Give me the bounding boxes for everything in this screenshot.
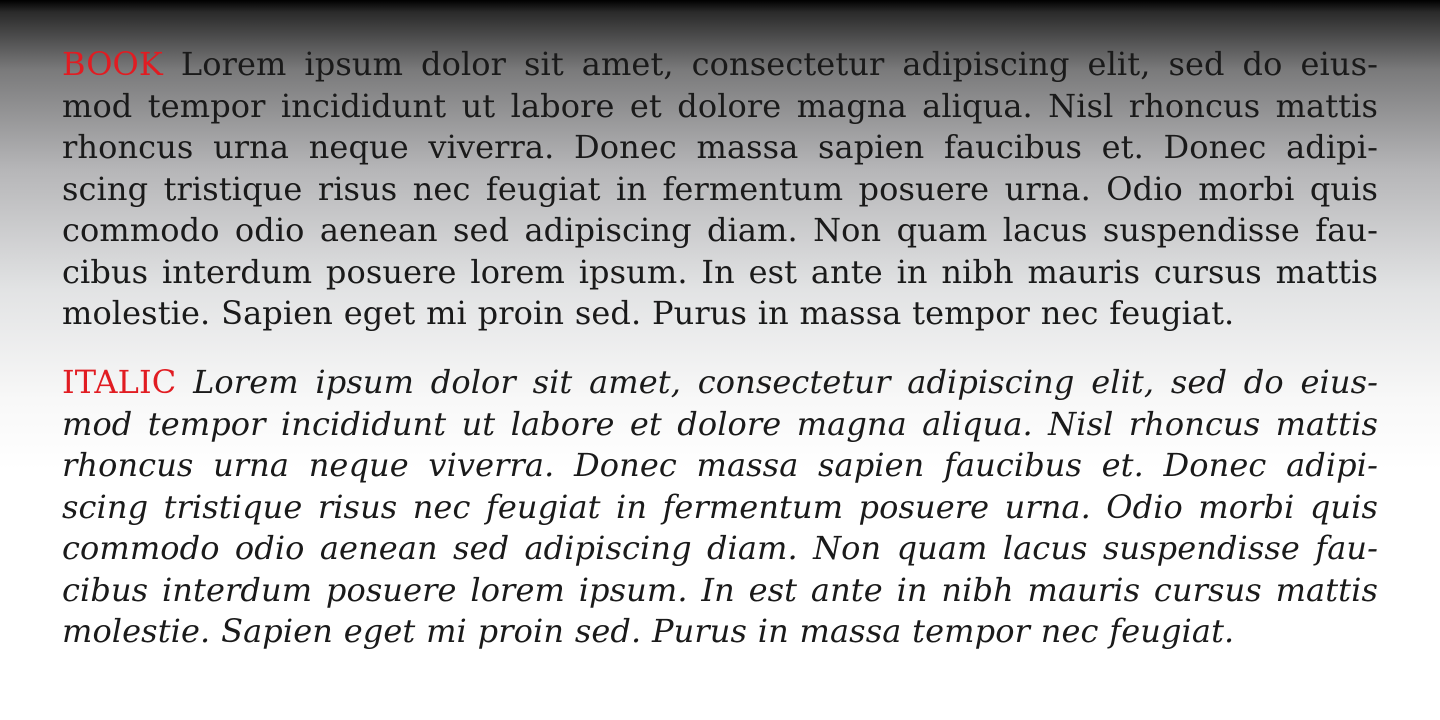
book-line-2: mod tempor incididunt ut labore et dolore magna aliqua. Nisl rhoncus mattis: [62, 86, 1378, 125]
italic-line-1: [62, 362, 1378, 404]
book-line-1-text: Lorem ipsum dolor sit amet, consectetur adipiscing elit, sed do eius-: [162, 45, 1378, 83]
book-line-1: [62, 44, 1378, 86]
book-line-3: rhoncus urna neque viverra. Donec massa sapien faucibus et. Donec adipi-: [62, 128, 1378, 166]
book-line-6: cibus interdum posuere lorem ipsum. In est ante in nibh mauris cursus mattis: [62, 252, 1378, 291]
italic-line-2: mod tempor incididunt ut labore et dolore magna aliqua. Nisl rhoncus mattis: [62, 404, 1378, 443]
italic-line-5: commodo odio aenean sed adipiscing diam. Non quam lacus suspendisse fau-: [62, 529, 1378, 567]
italic-line-3: rhoncus urna neque viverra. Donec massa sapien faucibus et. Donec adipi-: [62, 446, 1378, 484]
book-specimen-paragraph: [62, 44, 1378, 335]
italic-line-1-text: Lorem ipsum dolor sit amet, consectetur adipiscing elit, sed do eius-: [176, 363, 1378, 401]
book-style-label: BOOK: [62, 45, 163, 83]
italic-line-6: cibus interdum posuere lorem ipsum. In est ante in nibh mauris cursus mattis: [62, 570, 1378, 609]
italic-line-7: molestie. Sapien eget mi proin sed. Purus in massa tempor nec feugiat.: [62, 612, 1235, 650]
book-line-4: scing tristique risus nec feugiat in fermentum posuere urna. Odio morbi quis: [62, 169, 1378, 208]
italic-specimen-paragraph: [62, 362, 1378, 653]
italic-line-4: scing tristique risus nec feugiat in fermentum posuere urna. Odio morbi quis: [62, 487, 1378, 526]
book-line-7: molestie. Sapien eget mi proin sed. Purus in massa tempor nec feugiat.: [62, 294, 1235, 332]
italic-style-label: ITALIC: [62, 363, 177, 401]
book-line-5: commodo odio aenean sed adipiscing diam. Non quam lacus suspendisse fau-: [62, 211, 1378, 249]
